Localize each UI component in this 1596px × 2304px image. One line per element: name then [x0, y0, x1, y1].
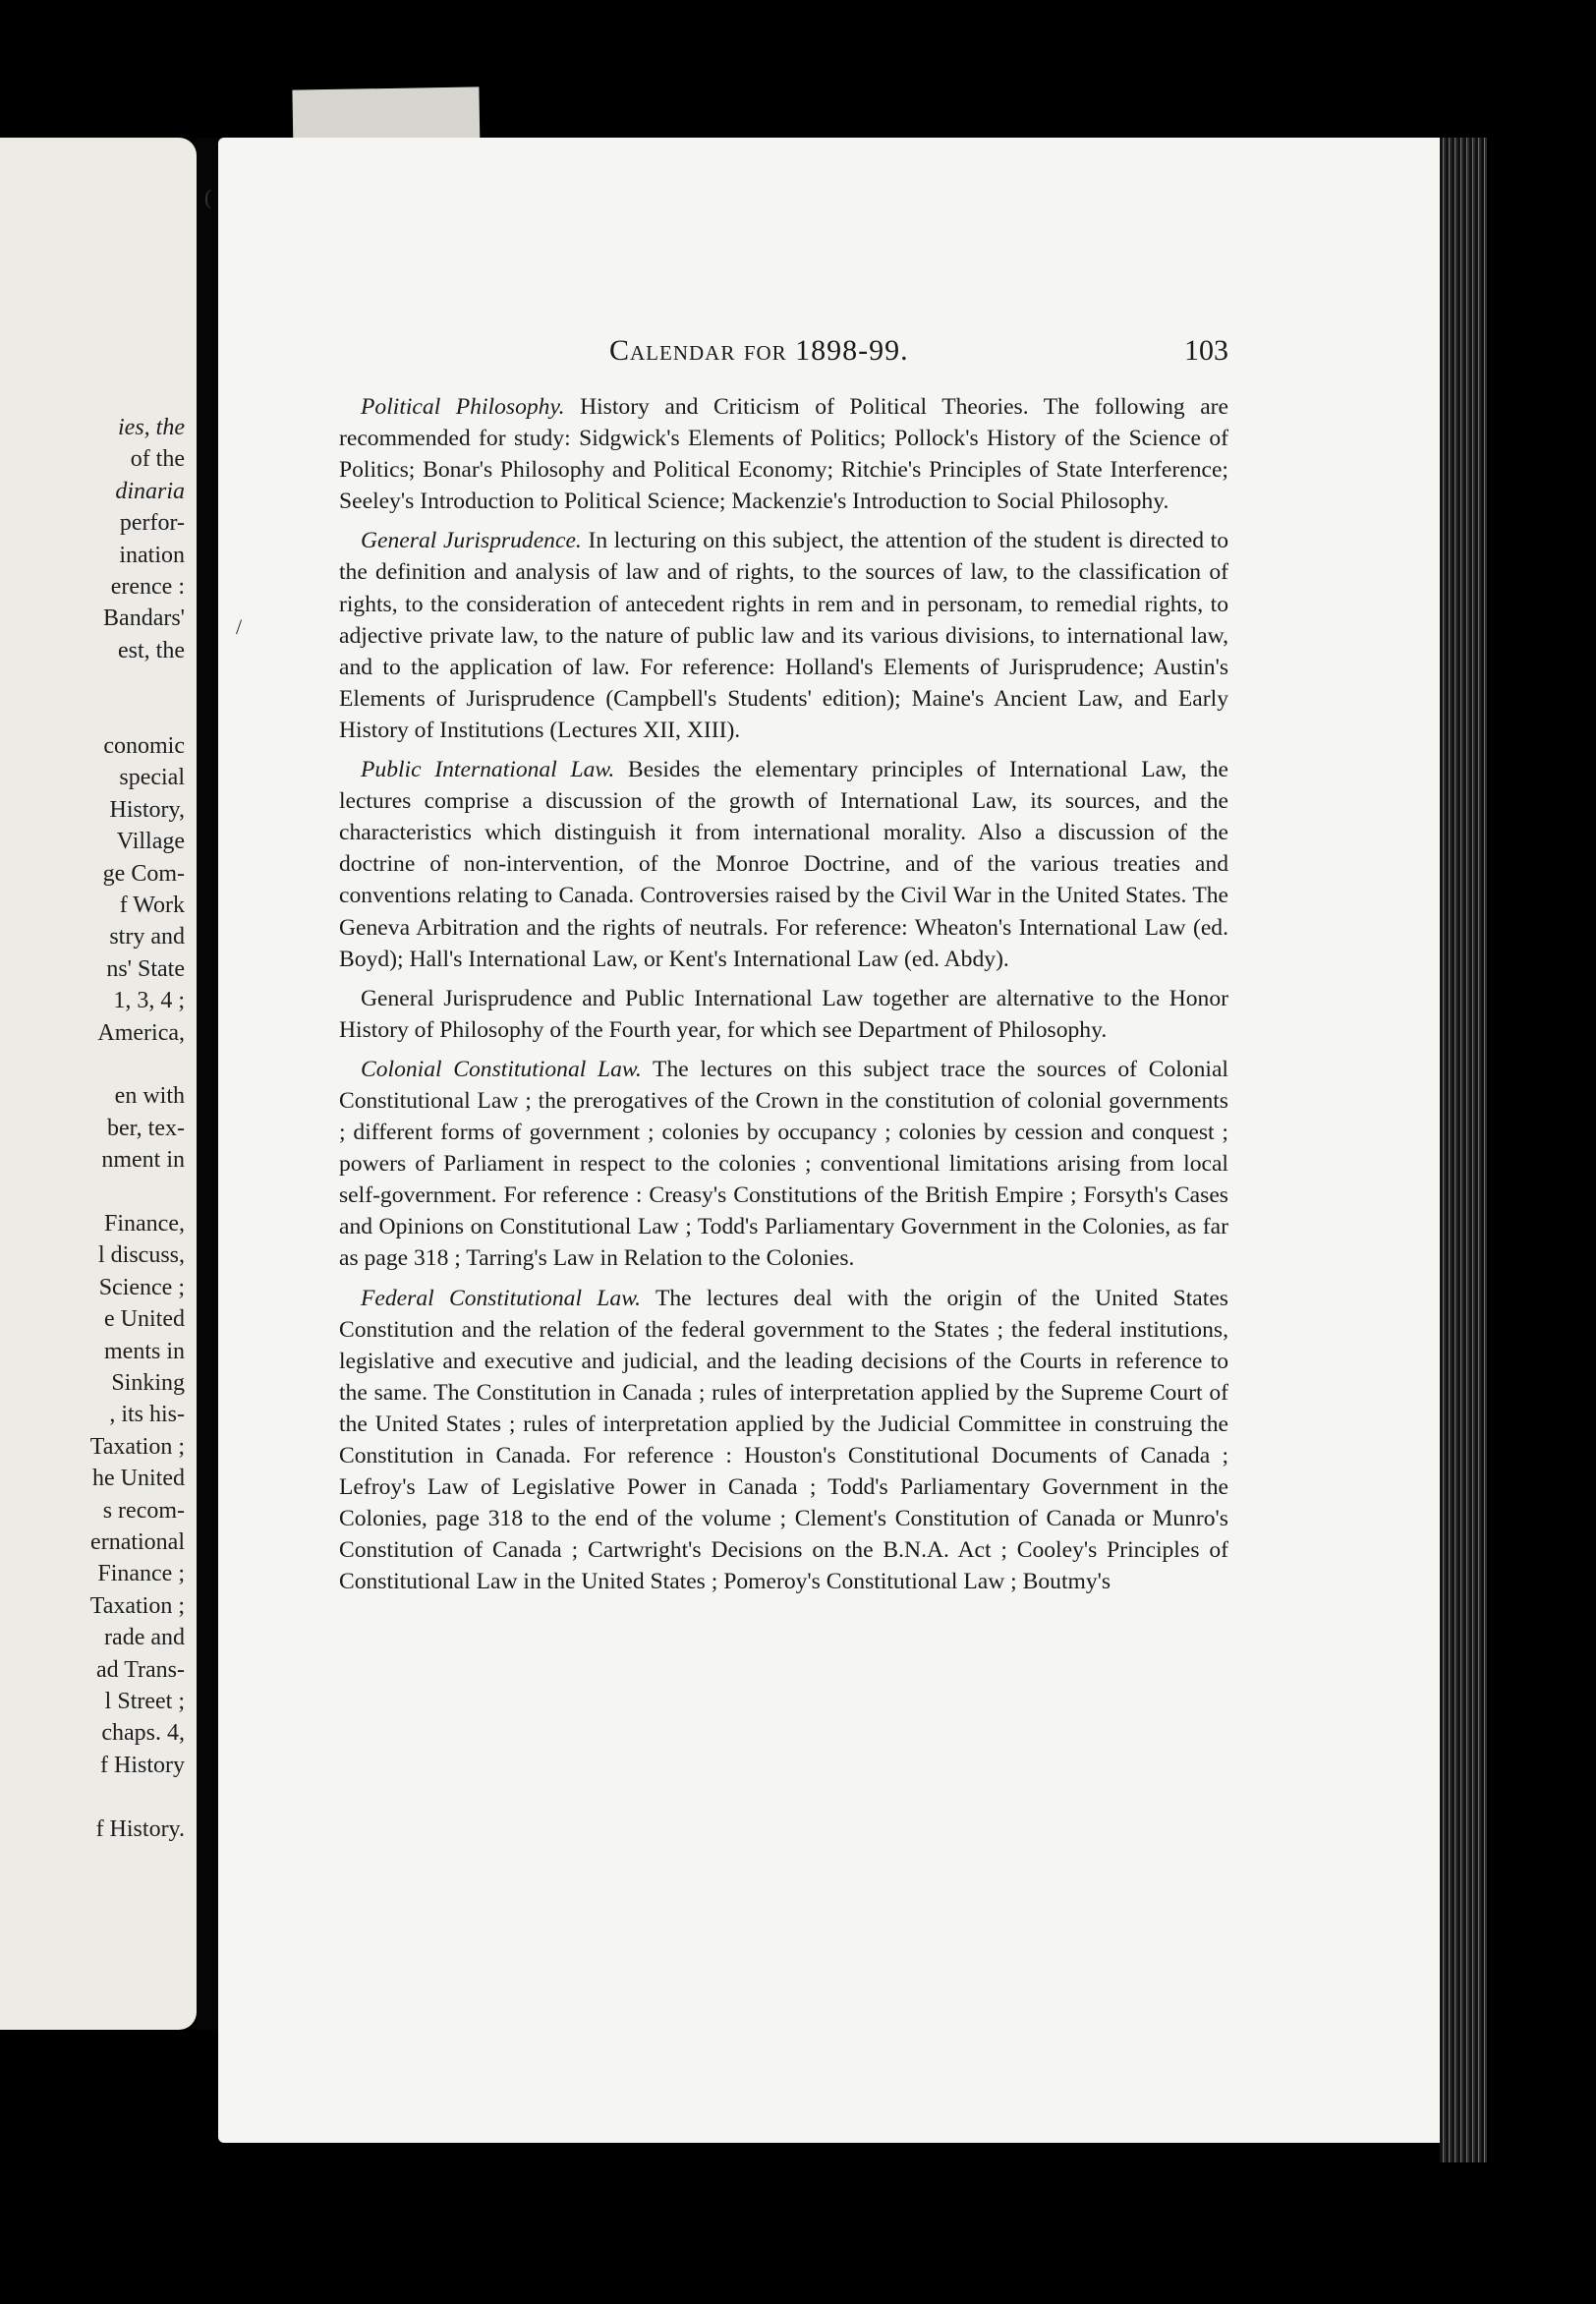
- left-page-fragment: ies, the: [118, 415, 185, 440]
- left-page-fragment: ber, tex-: [107, 1115, 185, 1141]
- left-page-fragment: l Street ;: [104, 1689, 185, 1714]
- paragraph-body: History and Criticism of Political Theories. The following are recommended for study: Sidgwick's Elements of Politics; Pollock's History of the Science of Politics; Bonar's Philosophy and Political Economy; Ritchie's Principles of State Interference; Seeley's Introduction to Political Science; Mackenzie's Introduction to Social Philosophy.: [339, 394, 1228, 515]
- left-page-fragment: , its his-: [109, 1402, 185, 1428]
- left-page-fragment: special: [119, 765, 185, 791]
- left-page-fragment: chaps. 4,: [101, 1720, 185, 1747]
- left-page-fragment: erence :: [110, 574, 185, 600]
- text-body: [339, 391, 1228, 1605]
- paragraph: [339, 525, 1228, 746]
- left-page-fragment: 1, 3, 4 ;: [113, 988, 185, 1014]
- left-page-fragment: Finance,: [104, 1211, 185, 1237]
- paragraph-body: General Jurisprudence and Public International Law together are alternative to the Honor History of Philosophy of the Fourth year, for which see Department of Philosophy.: [339, 985, 1228, 1043]
- left-page-fragment: he United: [92, 1466, 185, 1492]
- left-page-fragment: conomic: [103, 733, 185, 759]
- paragraph: [339, 1054, 1228, 1275]
- paragraph-body: The lectures on this subject trace the sources of Colonial Constitutional Law ; the prerogatives of the Crown in the constitution of colonial governments ; different forms of government ; colonies by occupancy ; colonies by cession and conquest ; powers of Parliament in respect to the colonies ; conventional limitations arising from local self-government. For reference : Creasy's Constitutions of the British Empire ; Forsyth's Cases and Opinions on Constitutional Law ; Todd's Parliamentary Government in the Colonies, as far as page 318 ; Tarring's Law in Relation to the Colonies.: [339, 1056, 1228, 1272]
- left-page-fragment: History,: [109, 796, 185, 823]
- left-page-fragment: ad Trans-: [95, 1656, 185, 1683]
- left-page-fragment: Village: [116, 829, 185, 855]
- book-spine: [197, 138, 218, 2030]
- left-page-fragment: nment in: [101, 1147, 185, 1174]
- paragraph-body: In lecturing on this subject, the attention of the student is directed to the definition and analysis of law and of rights, to the sources of law, to the classification of rights, to the consideration of antecedent rights in rem and in personam, to remedial rights, to adjective private law, to the nature of public law and its various divisions, to international law, and to the application of law. For reference: Holland's Elements of Jurisprudence; Austin's Elements of Jurisprudence (Campbell's Students' edition); Maine's Ancient Law, and Early History of Institutions (Lectures XII, XIII).: [339, 528, 1229, 743]
- left-page-fragment: ge Com-: [102, 860, 185, 887]
- running-title: Calendar for 1898-99.: [609, 334, 909, 367]
- left-page: [0, 138, 197, 2030]
- left-page-fragment: America,: [97, 1019, 185, 1046]
- paragraph-title: Federal Constitutional Law.: [361, 1285, 642, 1311]
- left-page-fragment: l discuss,: [97, 1242, 185, 1269]
- left-page-fragment: stry and: [109, 924, 185, 950]
- left-page-fragment: e United: [104, 1306, 185, 1333]
- left-page-fragment: ernational: [90, 1529, 185, 1555]
- left-page-fragment: Finance ;: [97, 1561, 185, 1587]
- left-page-fragment: f History.: [95, 1815, 185, 1842]
- left-page-fragment: s recom-: [102, 1497, 185, 1524]
- running-head: [609, 334, 1240, 377]
- paragraph-body: Besides the elementary principles of International Law, the lectures comprise a discussion of the growth of International Law, its sources, and the characteristics which distinguish it from international morality. Also a discussion of the doctrine of non-intervention, of the Monroe Doctrine, and of the various treaties and conventions relating to Canada. Controversies raised by the Civil War in the United States. The Geneva Arbitration and the rights of neutrals. For reference: Wheaton's International Law (ed. Boyd); Hall's International Law, or Kent's International Law (ed. Abdy).: [339, 757, 1228, 972]
- left-page-fragment: perfor-: [119, 510, 185, 537]
- left-page-fragment: f History: [100, 1752, 185, 1778]
- paragraph-title: Political Philosophy.: [361, 394, 565, 420]
- paragraph: [339, 391, 1228, 517]
- left-page-fragment: en with: [114, 1083, 185, 1110]
- left-page-fragment: Bandars': [103, 605, 185, 632]
- left-page-fragment: f Work: [119, 893, 185, 918]
- left-page-fragment: rade and: [104, 1625, 185, 1651]
- left-page-fragment: ments in: [104, 1338, 185, 1364]
- left-page-fragment: Science ;: [98, 1274, 185, 1300]
- left-page-fragment: Sinking: [111, 1370, 185, 1396]
- paragraph-title: Colonial Constitutional Law.: [361, 1056, 642, 1082]
- stray-mark: (: [204, 185, 212, 209]
- page-edges: [1440, 138, 1487, 2162]
- left-page-fragment: Taxation ;: [89, 1592, 185, 1619]
- left-page-fragment: ns' State: [106, 955, 185, 982]
- paragraph: [339, 983, 1228, 1046]
- page-number: 103: [1184, 334, 1228, 367]
- left-page-fragment: dinaria: [115, 478, 185, 504]
- left-page-fragment: of the: [130, 446, 185, 473]
- stray-mark: /: [236, 614, 243, 639]
- paragraph-body: The lectures deal with the origin of the United States Constitution and the relation of the federal government to the States ; the federal institutions, legislative and executive and judicial, and the leading decisions of the Courts in reference to the same. The Constitution in Canada ; rules of interpretation applied by the Supreme Court of the United States ; rules of interpretation applied by the Judicial Committee in construing the Constitution in Canada. For reference : Houston's Constitutional Documents of Canada ; Lefroy's Law of Legislative Power in Canada ; Todd's Parliamentary Government in the Colonies, page 318 to the end of the volume ; Clement's Constitution of Canada or Munro's Constitution of Canada ; Cartwright's Decisions on the B.N.A. Act ; Cooley's Principles of Constitutional Law in the United States ; Pomeroy's Constitutional Law ; Boutmy's: [339, 1285, 1228, 1595]
- paragraph-title: Public International Law.: [361, 757, 615, 783]
- paragraph: [339, 754, 1228, 975]
- paragraph: [339, 1283, 1228, 1598]
- left-page-fragment: Taxation ;: [89, 1433, 185, 1460]
- paragraph-title: General Jurisprudence.: [361, 528, 582, 554]
- left-page-fragment: est, the: [118, 637, 185, 663]
- left-page-fragment: ination: [119, 542, 185, 568]
